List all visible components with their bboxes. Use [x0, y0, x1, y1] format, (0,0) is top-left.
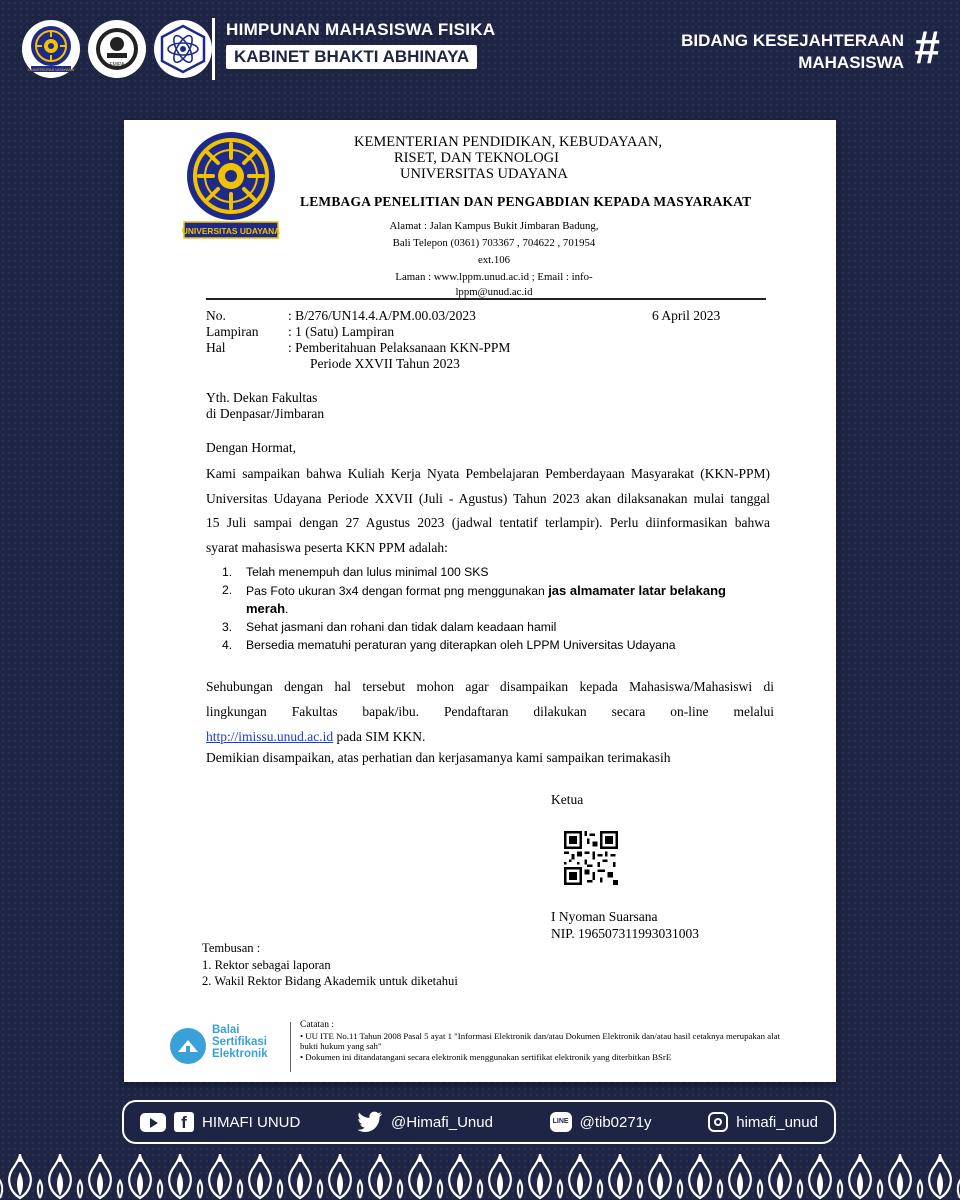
- udayana-emblem-icon: [24, 22, 78, 76]
- fmipa-logo-caption: FMIPA: [109, 62, 125, 68]
- paragraph-1-line1: Kami sampaikan bahwa Kuliah Kerja Nyata Pembelajaran Pemberdayaan Masyarakat (KKN-PPM): [206, 466, 770, 481]
- physics-atom-icon: [156, 22, 210, 76]
- social-bar: [122, 1100, 836, 1144]
- attachment-label: Lampiran: [206, 324, 259, 339]
- letterhead-ministry: [354, 134, 662, 182]
- youtube-facebook-handle: HIMAFI UNUD: [202, 1113, 301, 1131]
- letterhead-rule: [206, 298, 766, 300]
- carbon-copy-item: 1. Rektor sebagai laporan: [202, 957, 331, 972]
- bsre-line3: Elektronik: [212, 1048, 268, 1060]
- signature-qr-icon: [564, 831, 618, 885]
- udayana-logo-caption: UNIVERSITAS UDAYANA: [27, 67, 75, 72]
- fmipa-logo: [88, 20, 146, 78]
- footer-notes: [300, 1020, 788, 1062]
- twitter-icon: [357, 1111, 383, 1133]
- number-value: : B/276/UN14.4.A/PM.00.03/2023: [288, 308, 476, 323]
- address-line3: ext.106: [477, 254, 511, 266]
- social-youtube-facebook[interactable]: [140, 1112, 300, 1132]
- fmipa-emblem-icon: [92, 24, 142, 74]
- paragraph-1-line3: 15 Juli sampai dengan 27 Agustus 2023 (jadwal tentatif terlampir). Perlu diinformasikan bahwa: [206, 515, 770, 530]
- list-item: [222, 582, 762, 618]
- meta-subject-row: [206, 340, 510, 356]
- address-line4: Laman : www.lppm.unud.ac.id ; Email : info-: [395, 271, 593, 283]
- link-suffix: pada SIM KKN.: [333, 729, 426, 744]
- paragraph-1-line4: syarat mahasiswa peserta KKN PPM adalah:: [206, 539, 448, 555]
- letterhead-address: [384, 218, 604, 298]
- signer-name: I Nyoman Suarsana: [551, 909, 658, 924]
- hash-mark: #: [914, 21, 940, 73]
- header-logos: [22, 18, 212, 80]
- closing-sentence: Demikian disampaikan, atas perhatian dan kerjasamanya kami sampaikan terimakasih: [206, 750, 671, 765]
- bsre-line1: Balai: [212, 1024, 240, 1036]
- institution-name: LEMBAGA PENELITIAN DAN PENGABDIAN KEPADA MASYARAKAT: [300, 194, 752, 209]
- number-label: No.: [206, 308, 226, 323]
- list-number: 4.: [222, 638, 233, 652]
- paragraph-2-line1: Sehubungan dengan hal tersebut mohon agar disampaikan kepada Mahasiswa/Mahasiswi di: [206, 679, 774, 694]
- signer-title: Ketua: [551, 792, 584, 807]
- paragraph-1-line2: Universitas Udayana Periode XXVII (Juli - Agustus) Tahun 2023 akan dilaksanakan mulai tanggal: [206, 490, 770, 506]
- social-instagram[interactable]: [708, 1112, 818, 1132]
- subject-value-line2: Periode XXVII Tahun 2023: [310, 356, 460, 371]
- list-text-part: .: [285, 602, 289, 616]
- notes-title: Catatan :: [300, 1020, 335, 1030]
- instagram-icon: [708, 1112, 728, 1132]
- list-number: 3.: [222, 620, 233, 634]
- instagram-handle: himafi_unud: [736, 1113, 818, 1131]
- notes-item: • UU ITE No.11 Tahun 2008 Pasal 5 ayat 1 "Informasi Elektronik dan/atau Dokumen Elektronik dan/atau hasil cetaknya merupakan alat bukti hukum yang sah": [300, 1030, 780, 1052]
- list-text: Bersedia mematuhi peraturan yang diterapkan oleh LPPM Universitas Udayana: [246, 638, 676, 652]
- subject-value: : Pemberitahuan Pelaksanaan KKN-PPM: [288, 340, 511, 355]
- ornament-border: [0, 1152, 960, 1200]
- list-item: [222, 564, 762, 581]
- letterhead-logo-caption: UNIVERSITAS UDAYANA: [182, 226, 280, 236]
- division-title: [681, 30, 904, 74]
- recipient-line1: Yth. Dekan Fakultas: [206, 390, 318, 405]
- carbon-copy: [202, 940, 458, 990]
- facebook-icon: f: [174, 1112, 194, 1132]
- paragraph-2-line2: lingkungan Fakultas bapak/ibu. Pendaftaran dilakukan secara on-line melalui: [206, 704, 774, 719]
- paragraph-2-line3: [206, 724, 774, 749]
- header-divider: [212, 18, 215, 80]
- bsre-footer: [168, 1016, 788, 1076]
- line-handle: @tib0271y: [579, 1113, 652, 1131]
- bsre-name: [212, 1024, 268, 1060]
- greeting: Dengan Hormat,: [206, 440, 296, 455]
- signer-nip: NIP. 196507311993031003: [551, 926, 700, 941]
- social-twitter[interactable]: [357, 1111, 493, 1133]
- bsre-logo-icon: [168, 1026, 208, 1066]
- address-line1: Alamat : Jalan Kampus Bukit Jimbaran Badung,: [389, 220, 599, 232]
- recipient: [206, 390, 324, 422]
- footer-divider: [290, 1022, 291, 1072]
- list-text-emphasis: merah: [246, 601, 286, 616]
- list-text-emphasis: jas almamater latar belakang: [548, 583, 726, 598]
- udayana-logo: [22, 20, 80, 78]
- letter-date: 6 April 2023: [652, 308, 721, 323]
- paragraph-1: [206, 462, 770, 560]
- division-line2: MAHASISWA: [798, 53, 904, 72]
- ministry-line1: KEMENTERIAN PENDIDIKAN, KEBUDAYAAN,: [354, 134, 662, 150]
- recipient-line2: di Denpasar/Jimbaran: [206, 406, 325, 421]
- subject-label: Hal: [206, 340, 226, 355]
- division-line1: BIDANG KESEJAHTERAAN: [681, 31, 904, 50]
- letter-document: [124, 120, 836, 1082]
- himafi-logo: [154, 20, 212, 78]
- list-text-part: Pas Foto ukuran 3x4 dengan format png menggunakan: [246, 584, 549, 598]
- signer-block: [551, 908, 699, 942]
- ministry-line2: RISET, DAN TEKNOLOGI: [394, 150, 559, 166]
- university-name: UNIVERSITAS UDAYANA: [400, 166, 568, 182]
- list-number: 2.: [222, 583, 233, 597]
- carbon-copy-title: Tembusan :: [202, 941, 261, 955]
- letter-meta: [206, 308, 510, 372]
- org-name: HIMPUNAN MAHASISWA FISIKA: [226, 20, 496, 39]
- bsre-line2: Sertifikasi: [212, 1036, 267, 1048]
- notes-item: • Dokumen ini ditandatangani secara elektronik menggunakan sertifikat elektronik yang diterbitkan BSrE: [300, 1051, 672, 1062]
- address-line5: lppm@unud.ac.id: [455, 286, 533, 298]
- udayana-letterhead-logo-icon: [182, 130, 280, 240]
- line-icon: LINE: [550, 1112, 572, 1132]
- youtube-icon: [140, 1113, 166, 1132]
- org-title: [226, 20, 495, 69]
- paragraph-2: [206, 674, 774, 749]
- list-text: Telah menempuh dan lulus minimal 100 SKS: [246, 565, 489, 579]
- attachment-value: : 1 (Satu) Lampiran: [288, 324, 395, 339]
- list-item: [222, 637, 762, 654]
- cabinet-name: KABINET BHAKTI ABHINAYA: [226, 45, 477, 69]
- carbon-copy-item: 2. Wakil Rektor Bidang Akademik untuk diketahui: [202, 974, 458, 988]
- social-line[interactable]: [550, 1112, 652, 1132]
- twitter-handle: @Himafi_Unud: [391, 1113, 493, 1131]
- requirements-list: [222, 564, 762, 655]
- meta-attachment-row: [206, 324, 510, 340]
- list-number: 1.: [222, 565, 233, 579]
- address-line2: Bali Telepon (0361) 703367 , 704622 , 701954: [392, 237, 596, 249]
- list-text: Sehat jasmani dan rohani dan tidak dalam keadaan hamil: [246, 620, 557, 634]
- meta-number-row: [206, 308, 510, 324]
- list-text: [246, 582, 726, 618]
- registration-link[interactable]: http://imissu.unud.ac.id: [206, 729, 334, 744]
- list-item: [222, 619, 762, 636]
